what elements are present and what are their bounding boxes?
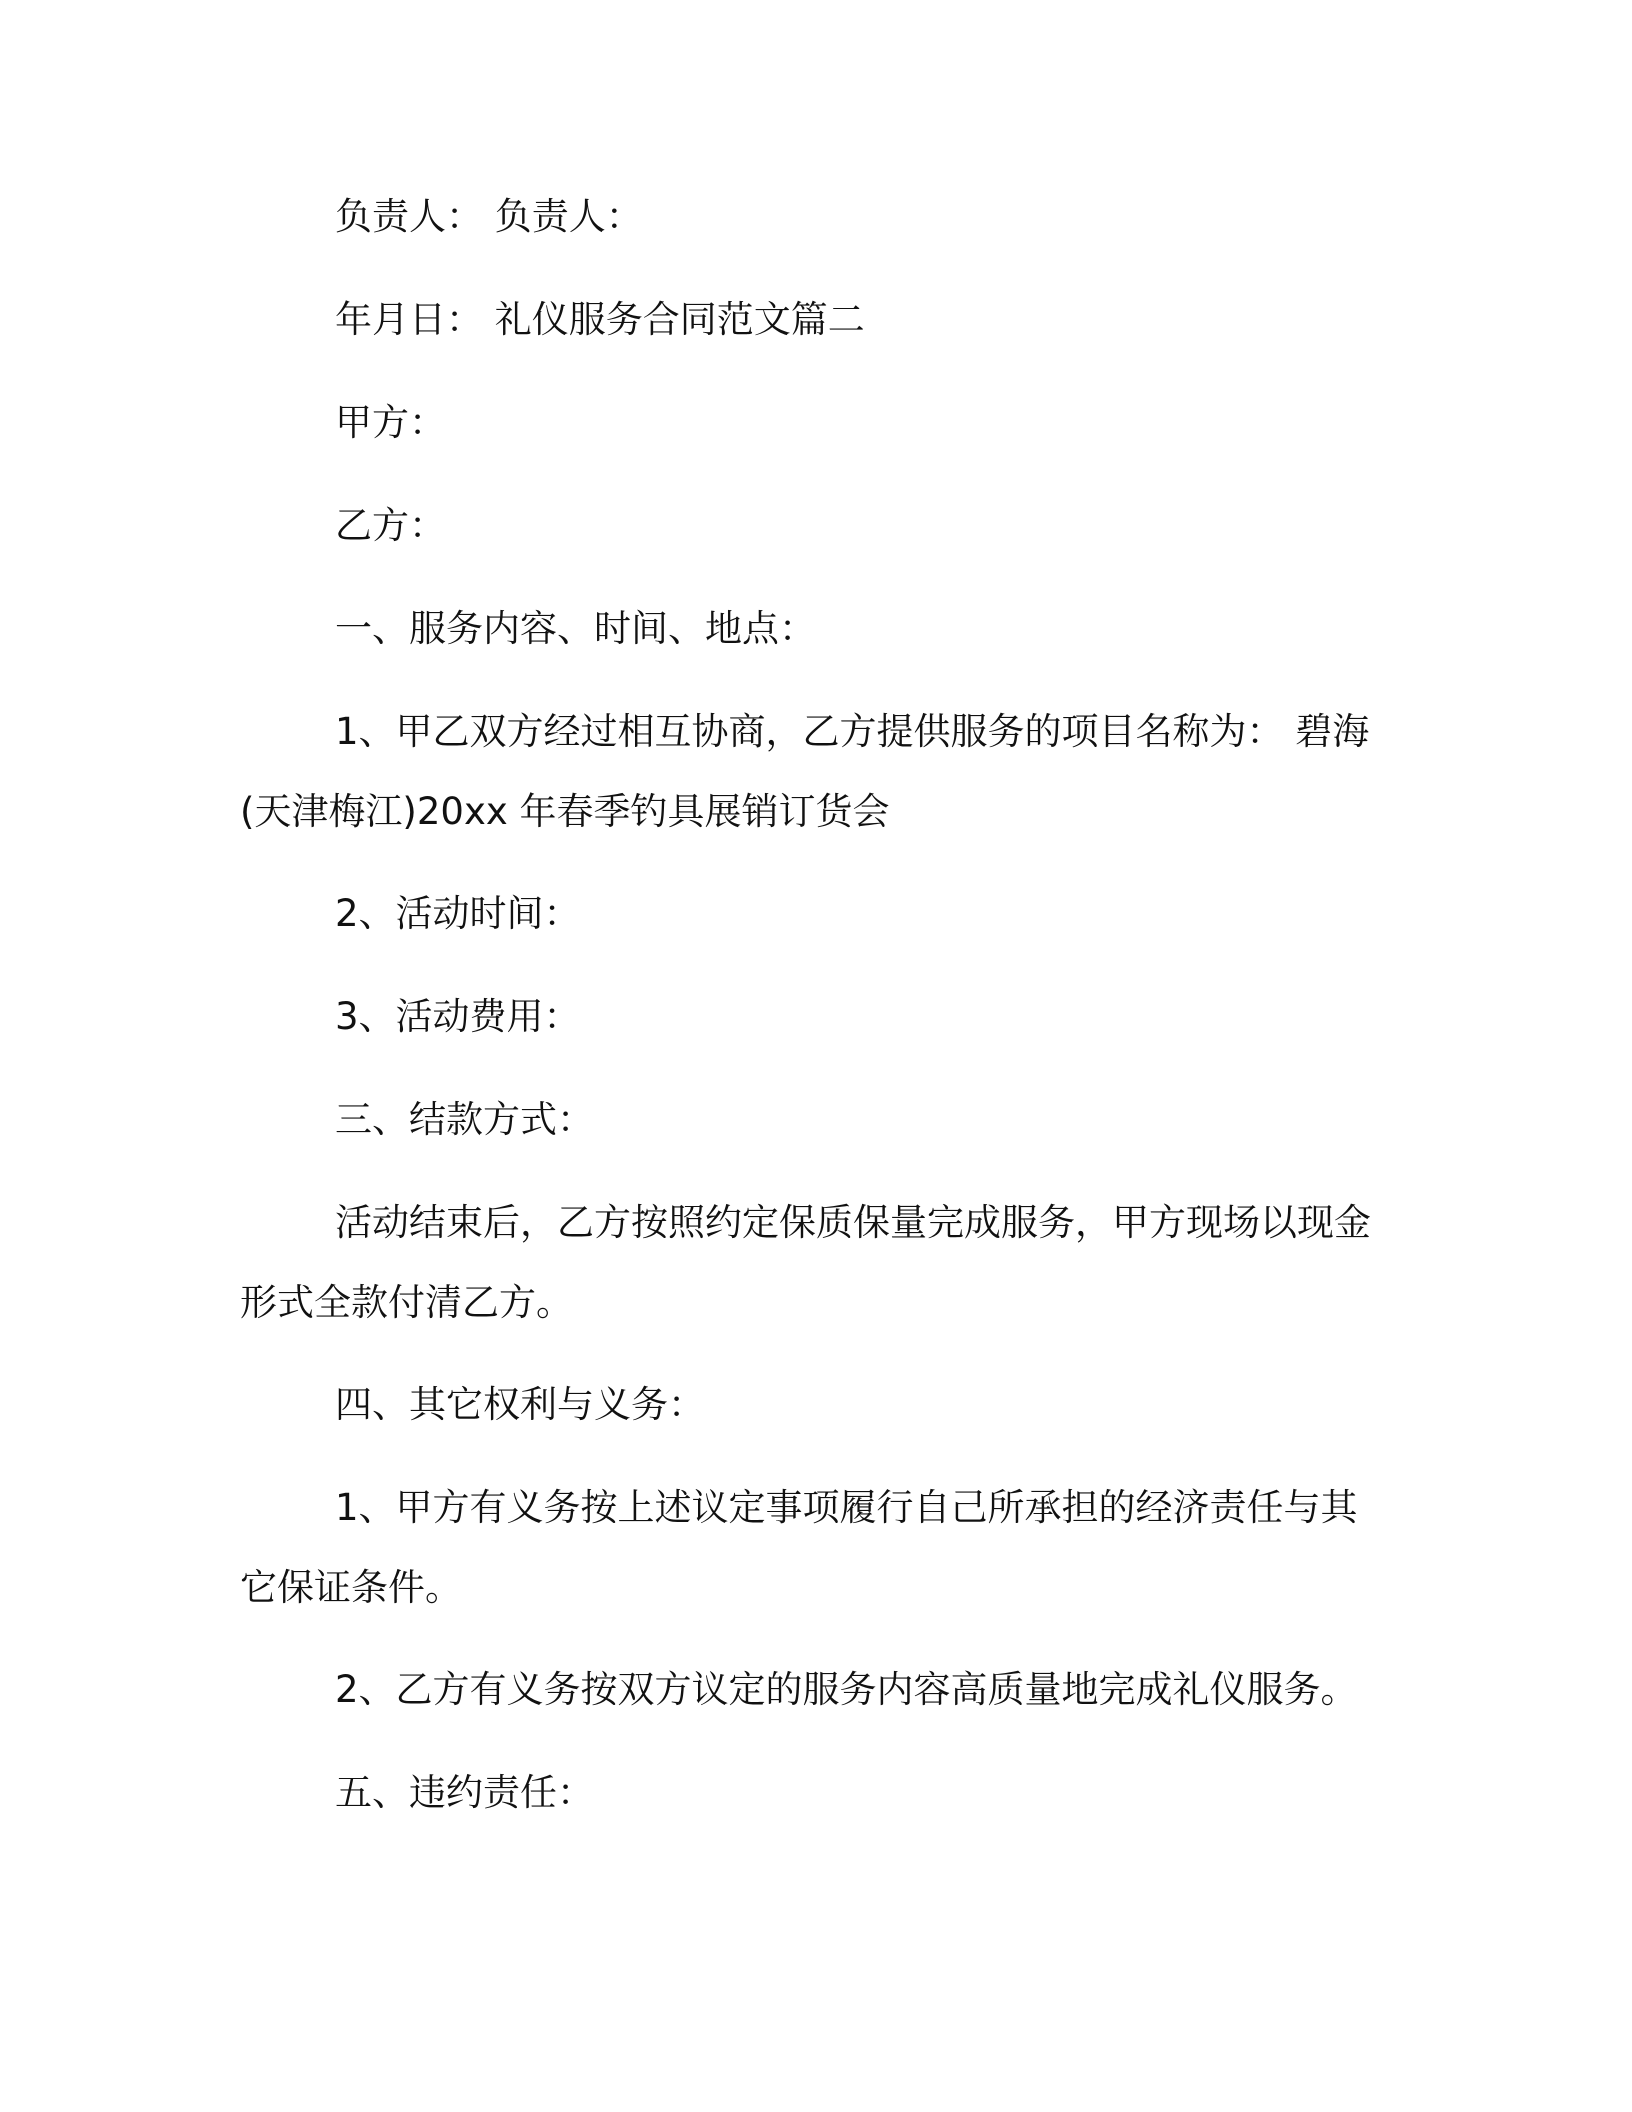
paragraph-line: 乙方： bbox=[335, 504, 446, 547]
paragraph-line: 它保证条件。 bbox=[240, 1566, 462, 1609]
paragraph-party-a-obligation bbox=[240, 1468, 1380, 1628]
paragraph-line: 五、违约责任： bbox=[335, 1771, 594, 1814]
paragraph-party-b-obligation bbox=[240, 1650, 1380, 1730]
paragraph-activity-fee bbox=[240, 977, 1380, 1057]
section-heading-service-content bbox=[240, 589, 1380, 669]
section-heading-rights-obligations bbox=[240, 1365, 1380, 1445]
paragraph-line: 1、甲方有义务按上述议定事项履行自己所承担的经济责任与其 bbox=[335, 1486, 1358, 1529]
paragraph-line: 三、结款方式： bbox=[335, 1098, 594, 1141]
section-heading-payment bbox=[240, 1080, 1380, 1160]
paragraph-line: 2、乙方有义务按双方议定的服务内容高质量地完成礼仪服务。 bbox=[335, 1668, 1358, 1711]
paragraph-line: 2、活动时间： bbox=[335, 892, 581, 935]
paragraph-line: (天津梅江)20xx 年春季钓具展销订货会 bbox=[240, 790, 890, 833]
paragraph-line: 负责人： 负责人： bbox=[335, 195, 643, 238]
paragraph-line: 四、其它权利与义务： bbox=[335, 1383, 705, 1426]
paragraph-line: 年月日： 礼仪服务合同范文篇二 bbox=[335, 298, 865, 341]
paragraph-activity-time bbox=[240, 874, 1380, 954]
paragraph-line: 甲方： bbox=[335, 401, 446, 444]
paragraph-payment-terms bbox=[240, 1183, 1380, 1343]
paragraph-party-a bbox=[240, 383, 1380, 463]
paragraph-party-b bbox=[240, 486, 1380, 566]
paragraph-line: 一、服务内容、时间、地点： bbox=[335, 607, 816, 650]
paragraph-responsible-person bbox=[240, 177, 1380, 257]
paragraph-line: 3、活动费用： bbox=[335, 995, 581, 1038]
paragraph-line: 形式全款付清乙方。 bbox=[240, 1281, 573, 1324]
paragraph-line: 活动结束后，乙方按照约定保质保量完成服务，甲方现场以现金 bbox=[335, 1201, 1371, 1244]
paragraph-line: 1、甲乙双方经过相互协商，乙方提供服务的项目名称为： 碧海 bbox=[335, 710, 1370, 753]
paragraph-date-title bbox=[240, 280, 1380, 360]
paragraph-project-name bbox=[240, 692, 1380, 852]
section-heading-breach-liability bbox=[240, 1753, 1380, 1833]
